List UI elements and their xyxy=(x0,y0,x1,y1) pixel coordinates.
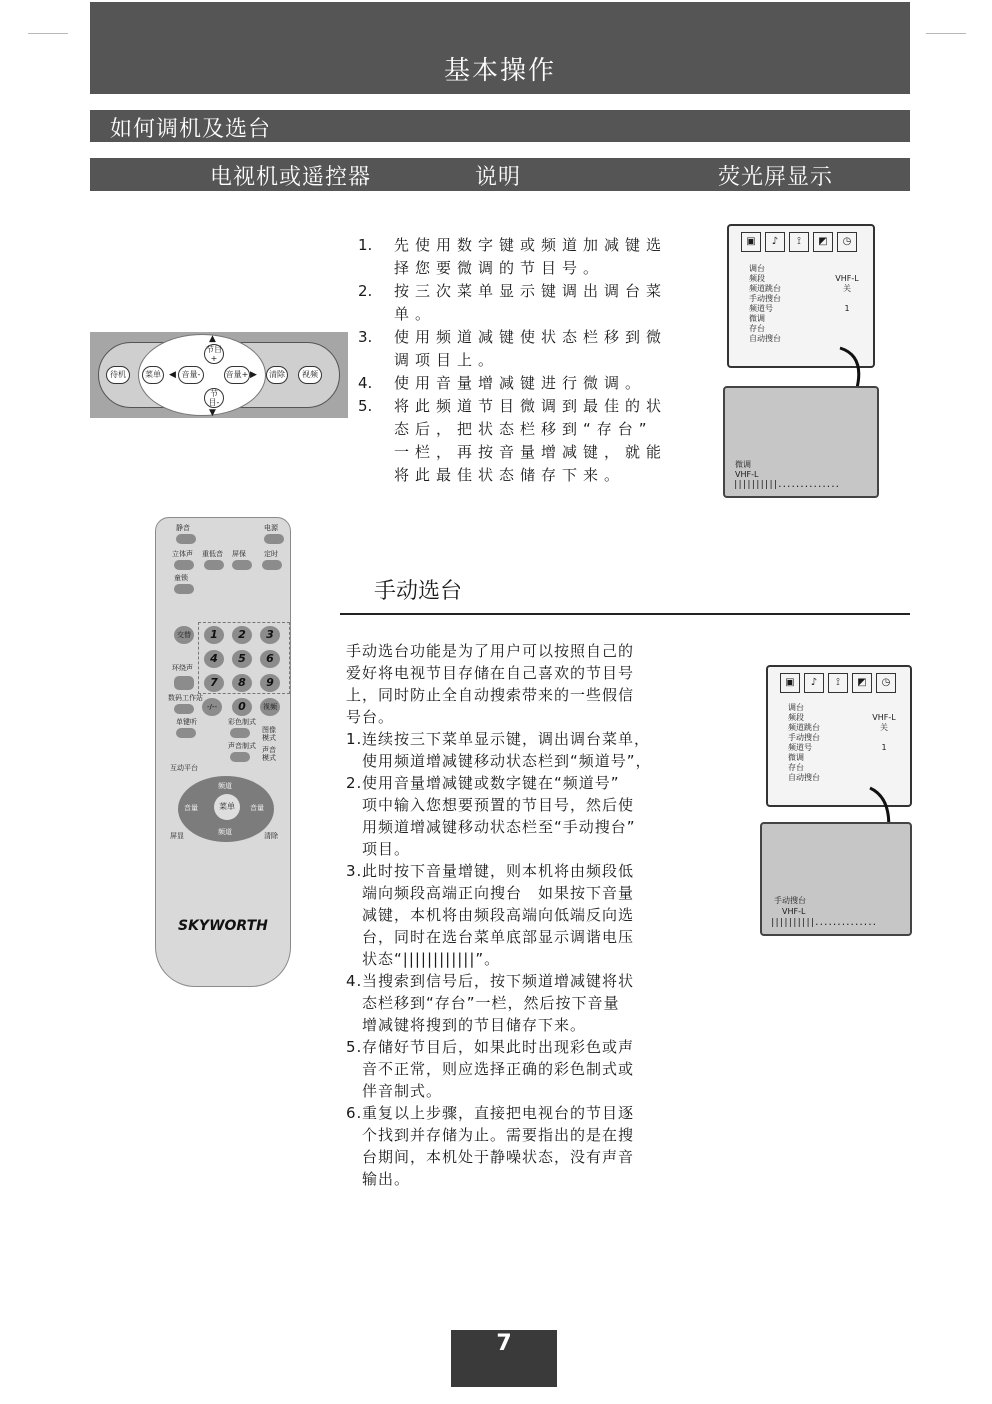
step-line: 将此频道节目微调到最佳的状 xyxy=(394,397,668,415)
step-line: 一栏，再按音量增减键，就能 xyxy=(394,443,668,461)
step-line: 状态“||||||||||||”。 xyxy=(362,950,501,968)
menu-item: 微调 xyxy=(788,753,804,762)
digit-6-button: 6 xyxy=(260,650,280,668)
digit-8-button: 8 xyxy=(232,674,252,692)
remote-surround-label: 环绕声 xyxy=(172,664,193,672)
manual-step-3 xyxy=(346,860,706,970)
step-line: 将此最佳状态储存下来。 xyxy=(394,466,626,484)
manual-search-label: 手动搜台 xyxy=(774,896,806,905)
step-line: 按三次菜单显示键调出调台菜 xyxy=(394,282,668,300)
clock-icon: ◷ xyxy=(876,673,896,693)
step-line: 端向频段高端正向搜台 如果按下音量 xyxy=(362,884,635,902)
tuning-step-4 xyxy=(358,372,698,395)
menu-item: 自动搜台 xyxy=(788,773,820,782)
column-header-screen: 荧光屏显示 xyxy=(718,165,834,190)
remote-av-button: 视频 xyxy=(260,698,280,716)
menu-band-value: VHF-L xyxy=(835,274,859,283)
remote-power-label: 电源 xyxy=(264,524,278,532)
tuning-step-1 xyxy=(358,234,698,280)
step-number: 5. xyxy=(346,1038,363,1056)
manual-tuning-steps xyxy=(346,728,706,1190)
intro-line: 上，同时防止全自动搜索带来的一些假信 xyxy=(346,686,635,704)
step-line: 重复以上步骤，直接把电视台的节目逐 xyxy=(362,1104,635,1122)
step-line: 增减键将搜到的节目储存下来。 xyxy=(362,1016,587,1034)
tv-screen-fine-tune xyxy=(723,386,879,498)
remote-sound-mode-label: 声音模式 xyxy=(262,746,276,762)
step-line: 使用频道增减键移动状态栏到“频道号”， xyxy=(362,752,652,770)
step-line: 台期间，本机处于静噪状态，没有声音 xyxy=(362,1148,635,1166)
menu-item: 频道跳台 xyxy=(749,284,781,293)
remote-color-system-label: 彩色制式 xyxy=(228,718,256,726)
manual-step-6 xyxy=(346,1102,706,1190)
remote-single-key-label: 单键听 xyxy=(176,718,197,726)
nav-menu-button: 菜单 xyxy=(214,794,240,820)
step-line: 项中输入您想要预置的节目号，然后使 xyxy=(362,796,635,814)
step-number: 5. xyxy=(358,397,373,415)
panel-down-arrow-icon: ▼ xyxy=(209,408,216,418)
remote-control-illustration xyxy=(155,517,291,987)
remote-power-button xyxy=(264,534,284,544)
menu-item: 存台 xyxy=(749,324,765,333)
step-line: 先使用数字键或频道加减键选 xyxy=(394,236,668,254)
step-number: 2. xyxy=(358,282,373,300)
function-icon: ◩ xyxy=(813,232,833,252)
digit-9-button: 9 xyxy=(260,674,280,692)
step-number: 4. xyxy=(358,374,373,392)
manual-search-band: VHF-L xyxy=(782,907,806,916)
intro-line: 手动选台功能是为了用户可以按照自己的 xyxy=(346,642,635,660)
menu-item-list xyxy=(788,703,820,783)
remote-sound-system-button xyxy=(230,752,250,762)
step-line: 项目。 xyxy=(362,840,411,858)
crop-mark-left xyxy=(28,33,68,34)
digit-3-button: 3 xyxy=(260,626,280,644)
tuning-bar: ||||||||||.............. xyxy=(733,480,840,490)
remote-digital-station-button xyxy=(174,704,194,714)
remote-dash-button: -/-- xyxy=(202,698,222,716)
step-number: 6. xyxy=(346,1104,363,1122)
menu-icon-row xyxy=(741,232,857,252)
step-line: 台，同时在选台菜单底部显示调谐电压 xyxy=(362,928,635,946)
step-line: 使用音量增减键或数字键在“频道号” xyxy=(362,774,620,792)
nav-channel-up-label: 频道 xyxy=(218,782,232,790)
remote-interactive-label: 互动平台 xyxy=(170,764,198,772)
menu-item: 微调 xyxy=(749,314,765,323)
nav-volume-down-label: 音量 xyxy=(184,804,198,812)
column-header-device: 电视机或遥控器 xyxy=(210,165,372,190)
digit-7-button: 7 xyxy=(204,674,224,692)
manual-step-4 xyxy=(346,970,706,1036)
panel-volume-up-button: 音量+ xyxy=(224,366,250,384)
menu-item: 调台 xyxy=(749,264,765,273)
remote-child-lock-button xyxy=(174,584,194,594)
step-line: 单。 xyxy=(394,305,437,323)
panel-video-button: 视频 xyxy=(298,366,322,384)
panel-standby-button: 待机 xyxy=(106,366,130,384)
crop-mark-right xyxy=(926,33,966,34)
digit-1-button: 1 xyxy=(204,626,224,644)
intro-line: 爱好将电视节目存储在自己喜欢的节目号 xyxy=(346,664,635,682)
sound-icon: ♪ xyxy=(765,232,785,252)
panel-left-arrow-icon: ◀ xyxy=(169,370,176,380)
column-header-description: 说明 xyxy=(475,165,522,190)
step-line: 使用音量增减键进行微调。 xyxy=(394,374,647,392)
menu-item: 频道号 xyxy=(788,743,812,752)
menu-item: 频段 xyxy=(749,274,765,283)
menu-item: 频段 xyxy=(788,713,804,722)
menu-item-list xyxy=(749,264,781,344)
nav-volume-up-label: 音量 xyxy=(250,804,264,812)
remote-picture-mode-label: 图像模式 xyxy=(262,726,276,742)
tuning-step-5 xyxy=(358,395,698,487)
step-line: 个找到并存储为止。需要指出的是在搜 xyxy=(362,1126,635,1144)
remote-color-system-button xyxy=(230,728,250,738)
menu-item: 自动搜台 xyxy=(749,334,781,343)
menu-item: 频道号 xyxy=(749,304,773,313)
clock-icon: ◷ xyxy=(837,232,857,252)
step-line: 用频道增减键移动状态栏至“手动搜台” xyxy=(362,818,636,836)
panel-program-up-button: 节目+ xyxy=(206,345,222,363)
digit-2-button: 2 xyxy=(232,626,252,644)
digit-5-button: 5 xyxy=(232,650,252,668)
remote-swap-button: 交替 xyxy=(174,626,194,644)
step-line: 使用频道减键使状态栏移到微 xyxy=(394,328,668,346)
menu-item: 频道跳台 xyxy=(788,723,820,732)
step-number: 1. xyxy=(358,236,373,254)
remote-display-label: 屏显 xyxy=(170,832,184,840)
remote-stereo-label: 立体声 xyxy=(172,550,193,558)
step-number: 3. xyxy=(358,328,373,346)
function-icon: ◩ xyxy=(852,673,872,693)
step-number: 3. xyxy=(346,862,363,880)
panel-menu-button: 菜单 xyxy=(142,366,164,384)
antenna-icon: ⟟ xyxy=(828,673,848,693)
column-header-bar xyxy=(90,158,910,191)
step-number: 1. xyxy=(346,730,363,748)
step-number: 2. xyxy=(346,774,363,792)
manual-step-1 xyxy=(346,728,706,772)
digit-4-button: 4 xyxy=(204,650,224,668)
remote-bass-label: 重低音 xyxy=(202,550,223,558)
step-line: 存储好节目后，如果此时出现彩色或声 xyxy=(362,1038,635,1056)
remote-clear-label: 清除 xyxy=(264,832,278,840)
remote-timer-label: 定时 xyxy=(264,550,278,558)
page-number: 7 xyxy=(451,1330,557,1387)
menu-channel-value: 1 xyxy=(881,743,887,752)
panel-program-down-button: 节目- xyxy=(204,388,224,408)
step-line: 减键，本机将由频段高端向低端反向选 xyxy=(362,906,635,924)
tuning-steps xyxy=(358,234,698,487)
step-line: 当搜索到信号后，按下频道增减键将状 xyxy=(362,972,635,990)
panel-up-arrow-icon: ▲ xyxy=(209,334,216,344)
remote-bass-button xyxy=(204,560,224,570)
remote-sound-system-label: 声音制式 xyxy=(228,742,256,750)
picture-icon: ▣ xyxy=(741,232,761,252)
step-line: 输出。 xyxy=(362,1170,411,1188)
fine-tune-label: 微调 xyxy=(735,460,751,469)
menu-item: 调台 xyxy=(788,703,804,712)
remote-stereo-button xyxy=(174,560,194,570)
menu-band-value: VHF-L xyxy=(872,713,896,722)
navigation-ring xyxy=(178,776,274,842)
page-title: 基本操作 xyxy=(443,56,556,86)
menu-icon-row xyxy=(780,673,896,693)
menu-skip-value: 关 xyxy=(843,284,851,293)
nav-channel-down-label: 频道 xyxy=(218,828,232,836)
fine-tune-band: VHF-L xyxy=(735,470,759,479)
manual-tuning-rule xyxy=(340,613,910,615)
menu-skip-value: 关 xyxy=(880,723,888,732)
section-title: 如何调机及选台 xyxy=(110,117,272,142)
remote-digital-station-label: 数码工作站 xyxy=(168,694,203,702)
manual-tuning-title: 手动选台 xyxy=(374,579,463,604)
step-line: 调项目上。 xyxy=(394,351,500,369)
panel-clear-button: 清除 xyxy=(266,366,288,384)
tv-screen-manual-search xyxy=(760,822,912,936)
front-panel-illustration xyxy=(90,332,348,418)
remote-single-key-button xyxy=(176,728,196,738)
panel-volume-down-button: 音量- xyxy=(178,366,204,384)
step-line: 此时按下音量增键，则本机将由频段低 xyxy=(362,862,635,880)
remote-child-lock-label: 童锁 xyxy=(174,574,188,582)
manual-step-2 xyxy=(346,772,706,860)
menu-item: 存台 xyxy=(788,763,804,772)
step-line: 态后，把状态栏移到“存台” xyxy=(394,420,653,438)
remote-timer-button xyxy=(262,560,282,570)
digit-0-button: 0 xyxy=(232,698,252,716)
remote-mute-button xyxy=(176,534,196,544)
manual-tuning-intro xyxy=(346,640,686,728)
intro-line: 号台。 xyxy=(346,708,395,726)
skyworth-logo: SKYWORTH xyxy=(178,918,268,934)
remote-screensaver-button xyxy=(232,560,252,570)
remote-screensaver-label: 屏保 xyxy=(232,550,246,558)
sound-icon: ♪ xyxy=(804,673,824,693)
menu-item: 手动搜台 xyxy=(788,733,820,742)
tuning-step-2 xyxy=(358,280,698,326)
remote-surround-button xyxy=(174,676,194,690)
remote-mute-label: 静音 xyxy=(176,524,190,532)
step-line: 伴音制式。 xyxy=(362,1082,443,1100)
step-line: 择您要微调的节目号。 xyxy=(394,259,605,277)
antenna-icon: ⟟ xyxy=(789,232,809,252)
panel-right-arrow-icon: ▶ xyxy=(250,370,257,380)
menu-channel-value: 1 xyxy=(844,304,850,313)
menu-item: 手动搜台 xyxy=(749,294,781,303)
tuning-bar: ||||||||||.............. xyxy=(770,918,877,928)
manual-step-5 xyxy=(346,1036,706,1102)
step-number: 4. xyxy=(346,972,363,990)
section-title-bar xyxy=(90,110,910,142)
step-line: 音不正常，则应选择正确的彩色制式或 xyxy=(362,1060,635,1078)
step-line: 连续按三下菜单显示键，调出调台菜单， xyxy=(362,730,651,748)
picture-icon: ▣ xyxy=(780,673,800,693)
step-line: 态栏移到“存台”一栏，然后按下音量 xyxy=(362,994,620,1012)
tuning-step-3 xyxy=(358,326,698,372)
page-title-bar xyxy=(90,2,910,94)
